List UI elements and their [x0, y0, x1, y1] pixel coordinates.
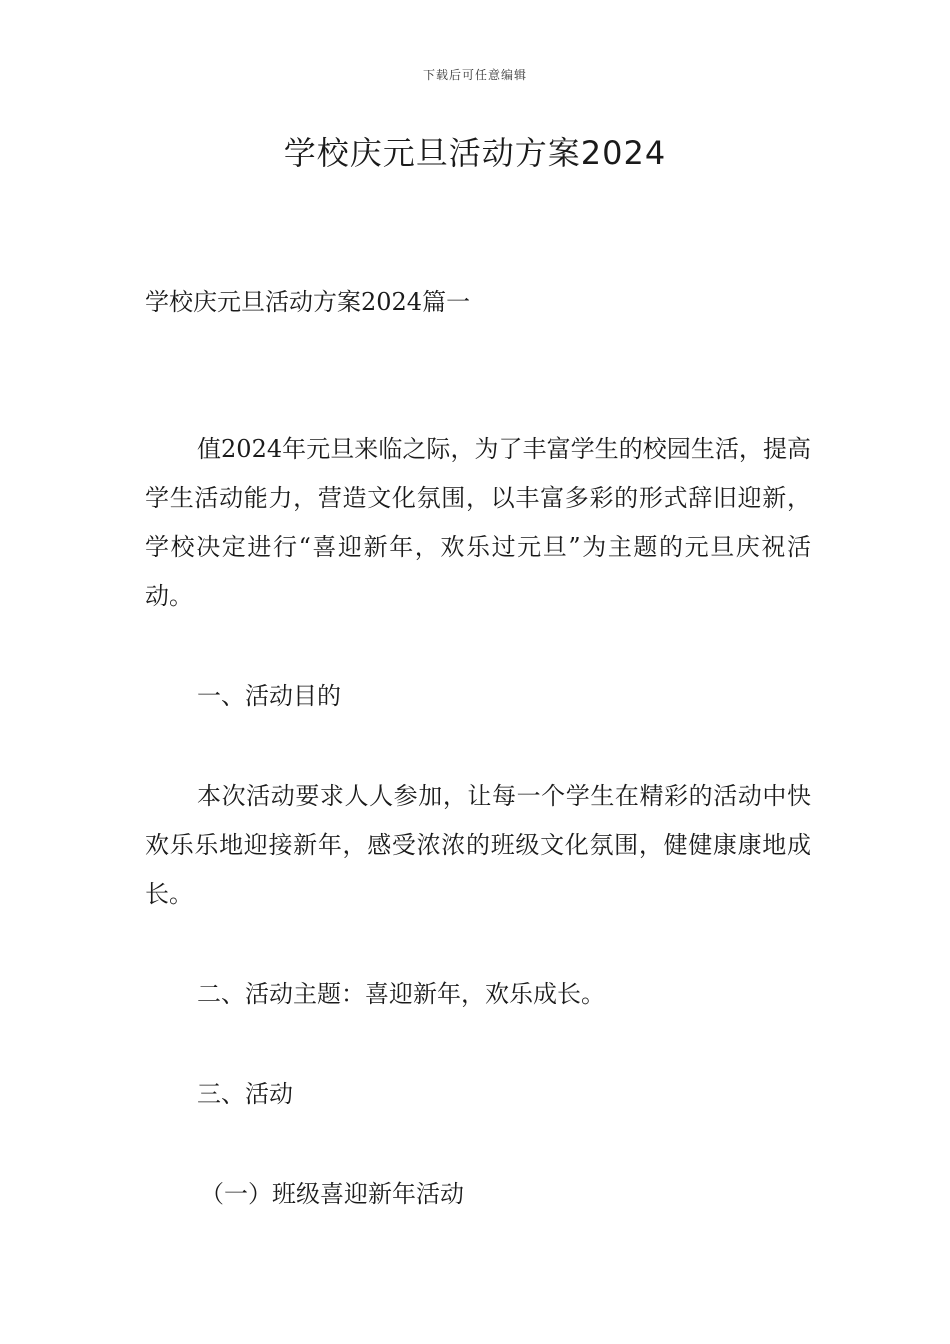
document-title: 学校庆元旦活动方案2024 [283, 134, 667, 172]
intro-paragraph: 值2024年元旦来临之际，为了丰富学生的校园生活，提高学生活动能力，营造文化氛围，以丰富多彩的形式辞旧迎新，学校决定进行“喜迎新年，欢乐过元旦”为主题的元旦庆祝活动。 [145, 435, 811, 610]
header-note: 下载后可任意编辑 [422, 68, 527, 82]
class-activity-heading: （一）班级喜迎新年活动 [200, 1180, 464, 1208]
section-title: 学校庆元旦活动方案2024篇一 [145, 288, 471, 316]
activity-heading: 三、活动 [197, 1080, 293, 1108]
purpose-paragraph: 本次活动要求人人参加，让每一个学生在精彩的活动中快欢乐乐地迎接新年，感受浓浓的班级文化氛围，健健康康地成长。 [145, 782, 811, 908]
purpose-heading: 一、活动目的 [197, 682, 341, 710]
theme-heading: 二、活动主题：喜迎新年，欢乐成长。 [197, 980, 605, 1008]
